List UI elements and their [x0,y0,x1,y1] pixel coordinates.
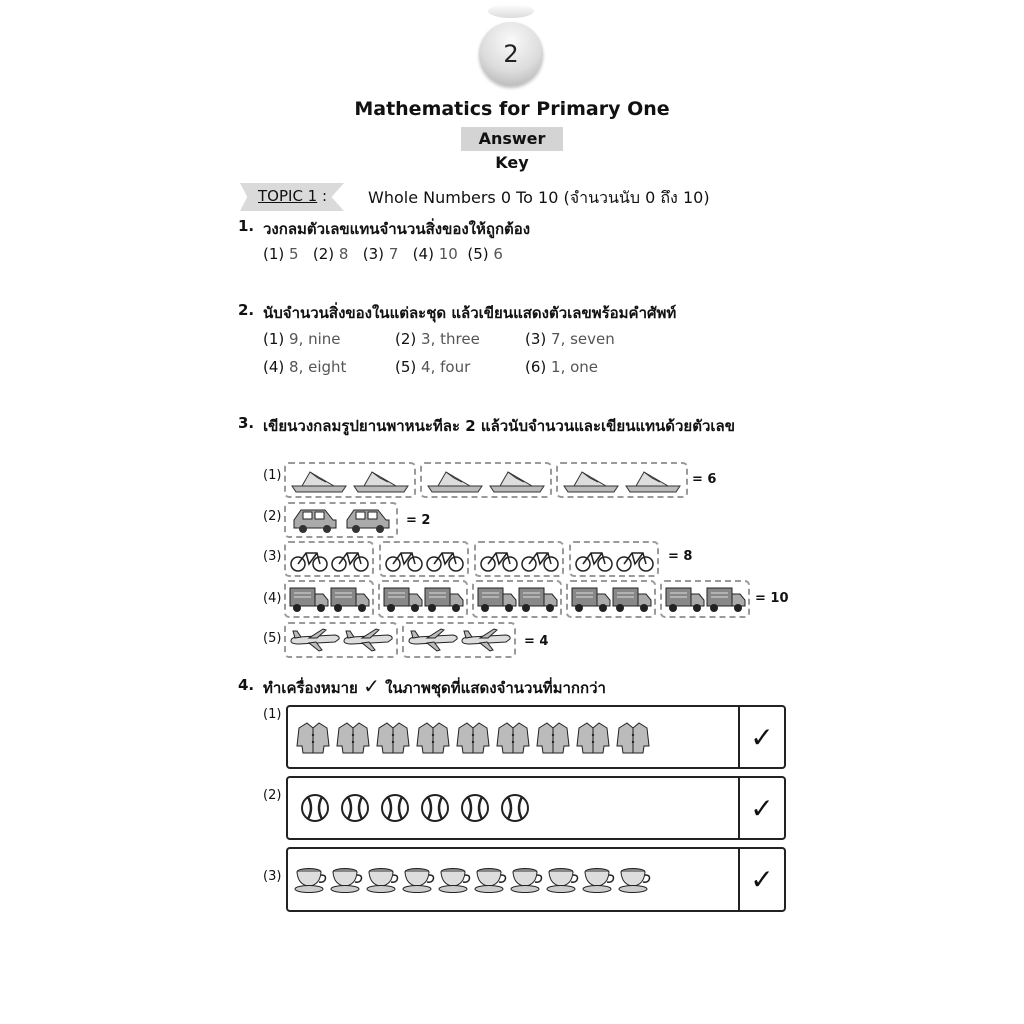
q3-row-answer: = 2 [406,513,431,528]
check-mark-icon: ✓ [750,791,774,825]
baseball-icon [500,793,530,823]
topic-label-text: TOPIC 1 [258,187,318,205]
jacket-icon [456,720,490,754]
boat-icon [290,466,348,494]
bicycle-icon [289,545,329,573]
check-mark-icon: ✓ [750,720,774,754]
jacket-icon [576,720,610,754]
q3-row-answer: = 8 [668,549,693,564]
car-icon [344,506,392,534]
q1-number: 1. [238,217,255,235]
jacket-icon [376,720,410,754]
bicycle-icon [479,545,519,573]
baseball-icon [340,793,370,823]
bicycle-icon [425,545,465,573]
baseball-icon [420,793,450,823]
baseball-icon [460,793,490,823]
q2-ans-value: 4, four [421,358,471,376]
page-number: 2 [503,40,519,68]
q3-row-answer: = 4 [524,634,549,649]
truck-icon [330,584,370,614]
q2-answer [525,330,615,348]
q3-group [284,622,398,658]
jacket-icon [536,720,570,754]
truck-icon [383,584,423,614]
answer-key-badge: Answer Key [461,127,563,151]
truck-icon [706,584,746,614]
teacup-icon [366,865,400,895]
truck-icon [424,584,464,614]
q4-text [263,674,606,700]
q1-ans-value: 7 [388,245,399,263]
q2-answer [395,330,480,348]
q4-number: 4. [238,676,255,694]
q1-ans-label: (4) [412,245,434,263]
airplane-icon [460,627,512,653]
topic-title: Whole Numbers 0 To 10 (จำนวนนับ 0 ถึง 10) [368,188,710,207]
q2-ans-value: 9, nine [289,330,341,348]
check-cell [738,707,784,767]
q2-answer [395,358,470,376]
truck-icon [665,584,705,614]
q1-answers [263,245,503,263]
q2-text: นับจำนวนสิ่งของในแต่ละชุด แล้วเขียนแสดงตัวเลขพร้อมคำศัพท์ [263,304,677,322]
q2-answer [263,330,341,348]
truck-icon [571,584,611,614]
teacup-icon [438,865,472,895]
check-mark-icon: ✓ [363,674,380,698]
q3-group [420,462,552,498]
jacket-icon [616,720,650,754]
q3-group [379,541,469,577]
q3-group [474,541,564,577]
boat-icon [352,466,410,494]
q1-ans-value: 5 [289,245,299,263]
bicycle-icon [520,545,560,573]
q4-row-label: (2) [263,788,282,803]
q3-row-answer: = 10 [755,591,789,606]
teacup-icon [546,865,580,895]
q2-ans-label: (3) [525,330,547,348]
q4-row-box [286,776,786,840]
q1-ans-value: 10 [438,245,458,263]
q4-row-box [286,847,786,912]
q1-ans-value: 6 [493,245,503,263]
q3-group [284,502,398,538]
airplane-icon [289,627,341,653]
q2-number: 2. [238,301,255,319]
boat-icon [624,466,682,494]
page-title: Mathematics for Primary One [354,98,670,120]
q4-items [296,707,650,767]
q2-ans-label: (4) [263,358,285,376]
q3-group [378,580,468,618]
q4-row-label: (3) [263,869,282,884]
topic-colon: : [322,187,328,205]
q3-row-label: (1) [263,468,282,483]
q2-ans-label: (6) [525,358,547,376]
q3-group [556,462,688,498]
truck-icon [612,584,652,614]
q4-text-after: ในภาพชุดที่แสดงจำนวนที่มากกว่า [385,679,606,697]
airplane-icon [342,627,394,653]
q4-items [294,849,652,910]
q1-ans-label: (1) [263,245,285,263]
bicycle-icon [574,545,614,573]
q2-ans-value: 7, seven [551,330,615,348]
q2-ans-value: 3, three [421,330,480,348]
bicycle-icon [384,545,424,573]
q3-row-label: (2) [263,509,282,524]
q3-group [566,580,656,618]
q2-ans-label: (5) [395,358,417,376]
q2-ans-label: (2) [395,330,417,348]
boat-icon [562,466,620,494]
boat-icon [426,466,484,494]
bicycle-icon [330,545,370,573]
q2-answer [263,358,346,376]
topic-label [258,187,327,205]
q3-row-label: (5) [263,631,282,646]
page-number-ball-shine [488,4,534,18]
truck-icon [477,584,517,614]
jacket-icon [416,720,450,754]
truck-icon [289,584,329,614]
teacup-icon [618,865,652,895]
boat-icon [488,466,546,494]
teacup-icon [402,865,436,895]
q3-row-label: (4) [263,591,282,606]
teacup-icon [510,865,544,895]
q3-group [472,580,562,618]
q2-ans-value: 8, eight [289,358,347,376]
q3-group [284,462,416,498]
q2-ans-value: 1, one [551,358,599,376]
q3-number: 3. [238,414,255,432]
q1-ans-label: (5) [467,245,489,263]
baseball-icon [380,793,410,823]
check-mark-icon: ✓ [750,863,774,896]
baseball-icon [300,793,330,823]
teacup-icon [294,865,328,895]
teacup-icon [474,865,508,895]
jacket-icon [296,720,330,754]
q1-text: วงกลมตัวเลขแทนจำนวนสิ่งของให้ถูกต้อง [263,220,531,238]
bicycle-icon [615,545,655,573]
q3-text: เขียนวงกลมรูปยานพาหนะทีละ 2 แล้วนับจำนวนและเขียนแทนด้วยตัวเลข [263,417,735,435]
truck-icon [518,584,558,614]
q4-row-box [286,705,786,769]
q3-group [569,541,659,577]
q3-row-label: (3) [263,549,282,564]
q2-ans-label: (1) [263,330,285,348]
check-cell [738,849,784,910]
airplane-icon [407,627,459,653]
q3-group [660,580,750,618]
q4-row-label: (1) [263,707,282,722]
q1-ans-value: 8 [338,245,349,263]
check-cell [738,778,784,838]
teacup-icon [330,865,364,895]
teacup-icon [582,865,616,895]
car-icon [291,506,339,534]
jacket-icon [496,720,530,754]
q4-items [300,778,530,838]
q3-group [284,541,374,577]
q1-ans-label: (2) [312,245,335,263]
q3-group [402,622,516,658]
q1-ans-label: (3) [362,245,385,263]
jacket-icon [336,720,370,754]
q3-group [284,580,374,618]
q2-answer [525,358,598,376]
q3-row-answer: = 6 [692,472,717,487]
q4-text-before: ทำเครื่องหมาย [263,679,358,697]
